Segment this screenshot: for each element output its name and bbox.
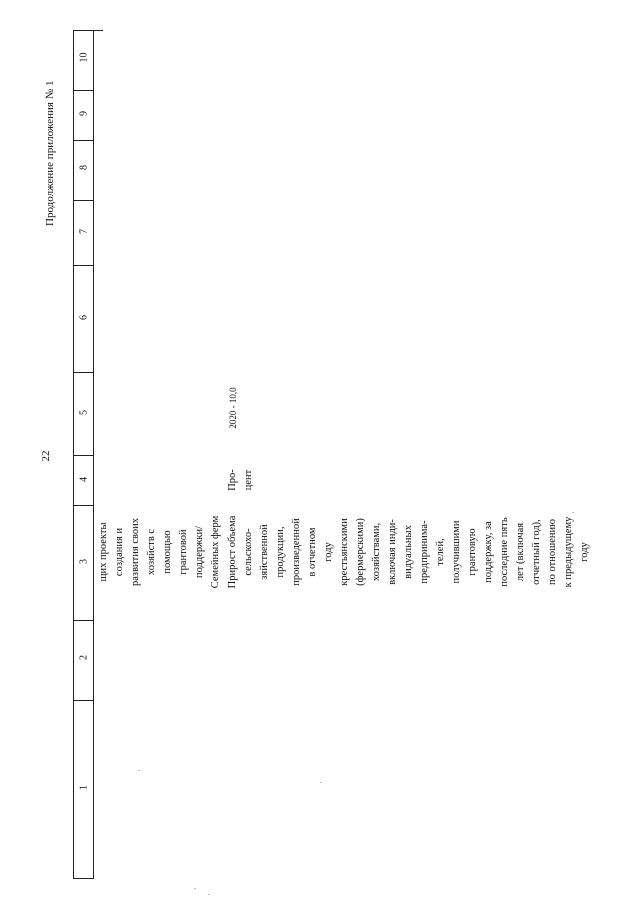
scan-speck xyxy=(572,512,574,513)
column-header-6: 6 xyxy=(78,315,90,320)
row1-indicator-text: щих проекты создания и развития своих хозяйств с помощью грантовой поддержки/ Семейных ферм xyxy=(98,515,221,589)
column-header-4: 4 xyxy=(78,477,90,482)
column-header-7: 7 xyxy=(78,229,90,234)
scan-speck xyxy=(138,770,140,771)
column-header-5: 5 xyxy=(78,410,90,415)
column-header-8: 8 xyxy=(78,165,90,170)
column-header-10: 10 xyxy=(78,52,90,63)
scan-speck xyxy=(320,782,322,783)
row2-unit: Про- цент xyxy=(227,469,254,491)
page-number: 22 xyxy=(40,450,52,462)
column-header-2: 2 xyxy=(78,655,90,660)
row2-value-2020: 2020 - 10,0 xyxy=(228,387,238,429)
scan-speck xyxy=(208,894,210,895)
appendix-caption: Продолжение приложения № 1 xyxy=(44,80,56,226)
scan-speck xyxy=(194,888,196,889)
column-header-3: 3 xyxy=(78,559,90,564)
row2-indicator-text: Прирост объема сельскохо- зяйственной продукции, произведенной в отчетном году крестьянскими (фермерскими) хозяйствами, включая инди- видуальных предпринима- телей, получившими грантовую поддержку, за последние пять лет (включая отчетный год), по отношению к предыдущему году xyxy=(227,515,590,589)
column-header-1: 1 xyxy=(78,785,90,790)
column-header-9: 9 xyxy=(78,111,90,116)
